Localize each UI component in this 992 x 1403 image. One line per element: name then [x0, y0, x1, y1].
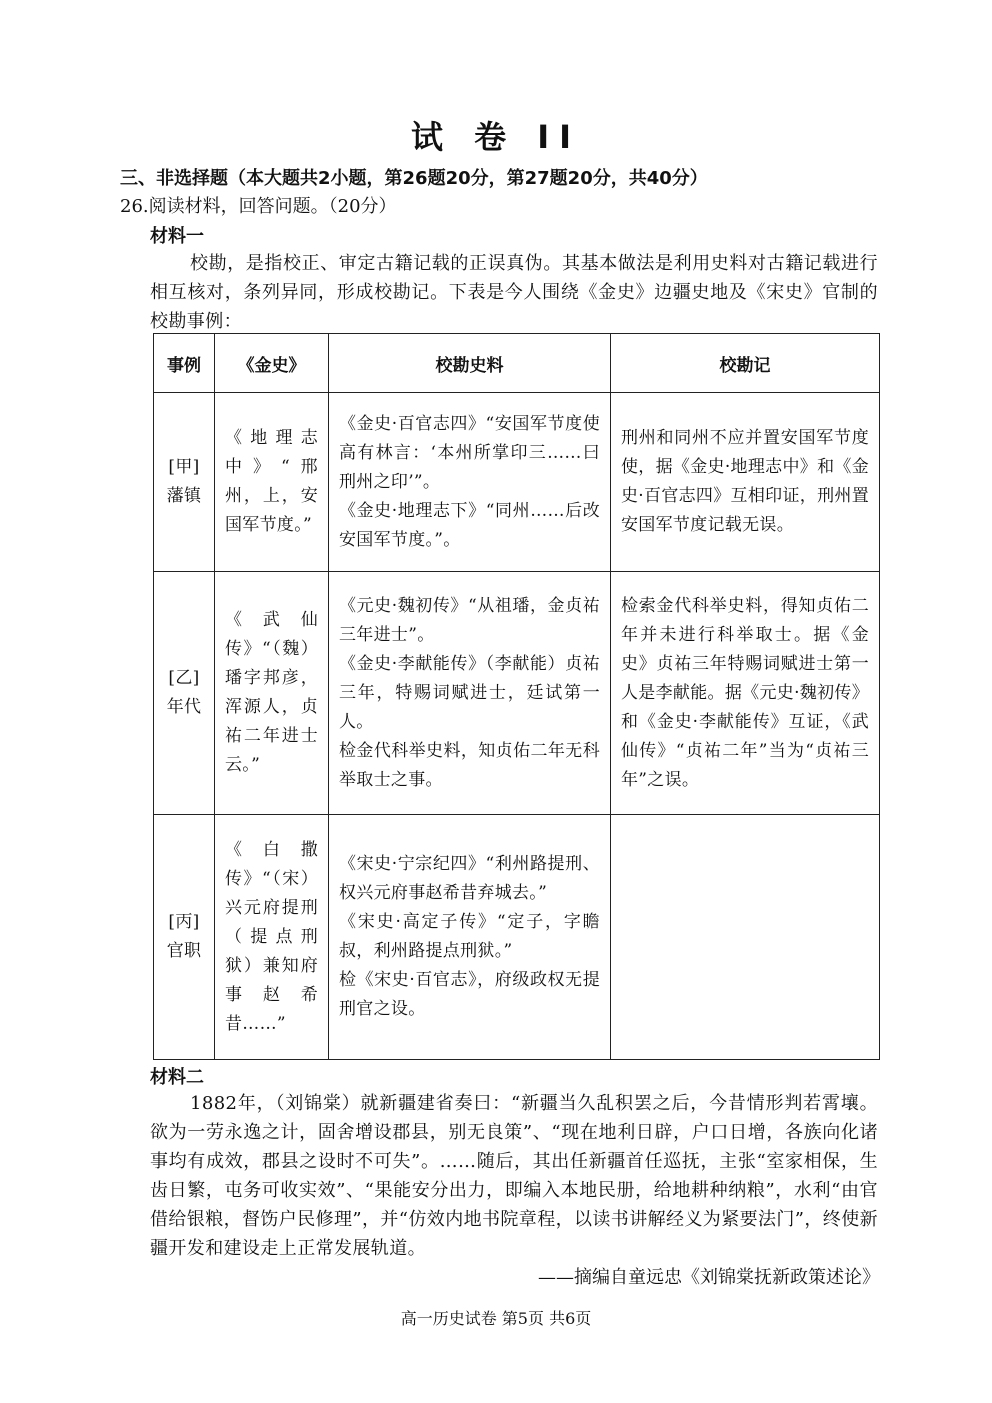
note-cell: 刑州和同州不应并置安国军节度使，据《金史·地理志中》和《金史·百官志四》互相印证，刑州置安国军节度记载无误。: [611, 393, 880, 572]
table-row: [154, 815, 880, 1060]
case-tag: [乙]: [168, 668, 200, 688]
note-cell: 检索金代科举史料，得知贞佑二年并未进行科举取士。据《金史》贞祐三年特赐词赋进士第一人是李献能。据《元史·魏初传》和《金史·李献能传》互证，《武仙传》“贞祐二年”当为“贞祐三年”之误。: [611, 572, 880, 815]
material-two-body: 1882年，（刘锦棠）就新疆建省奏曰：“新疆当久乱积罢之后，今昔情形判若霄壤。欲为一劳永逸之计，固舍增设郡县，别无良策”、“现在地利日辟，户口日增，各族向化诸事均有成效，郡县之设时不可失”。……随后，其出任新疆首任巡抚，主张“室家相保，生齿日繁，屯务可收实效”、“果能安分出力，即编入本地民册，给地耕种纳粮”，水利“由官借给银粮，督饬户民修理”，并“仿效内地书院章程，以读书讲解经义为紧要法门”，终使新疆开发和建设走上正常发展轨道。: [150, 1093, 879, 1259]
sources-cell: [329, 815, 611, 1060]
material-two-label: 材料二: [150, 1067, 204, 1088]
case-name: 藩镇: [166, 486, 202, 506]
material-one-intro: 校勘，是指校正、审定古籍记载的正误真伪。其基本做法是利用史料对古籍记载进行相互核对，条列异同，形成校勘记。下表是今人围绕《金史》边疆史地及《宋史》官制的校勘事例：: [150, 253, 878, 332]
case-name: 官职: [166, 941, 202, 961]
material-two-attribution: ——摘编自童远忠《刘锦棠抚新政策述论》: [538, 1267, 880, 1288]
header-note: 校勘记: [611, 334, 880, 393]
source-line: 《金史·李献能传》（李献能）贞祐三年，特赐词赋进士，廷试第一人。: [339, 653, 600, 732]
material-one-label: 材料一: [150, 226, 204, 247]
section-heading: 三、非选择题（本大题共2小题，第26题20分，第27题20分，共40分）: [120, 168, 708, 189]
note-cell: [611, 815, 880, 1060]
source-line: 《金史·地理志下》“同州……后改安国军节度。”。: [339, 500, 600, 550]
jinshi-cell: 《武仙传》“（魏）璠字邦彦，浑源人，贞祐二年进士云。”: [215, 572, 329, 815]
case-tag: [甲]: [168, 457, 200, 477]
source-line: 检金代科举史料，知贞佑二年无科举取士之事。: [339, 740, 600, 790]
sources-cell: [329, 572, 611, 815]
collation-table: [153, 333, 880, 1060]
question-prompt: 26.阅读材料，回答问题。（20分）: [120, 196, 397, 217]
header-jinshi: 《金史》: [215, 334, 329, 393]
jinshi-cell: 《白撒传》“（宋）兴元府提刑（提点刑狱）兼知府事赵希昔……”: [215, 815, 329, 1060]
case-name: 年代: [166, 697, 202, 717]
page-footer: 高一历史试卷 第5页 共6页: [400, 1309, 592, 1328]
case-cell: [154, 815, 215, 1060]
table-header-row: [154, 334, 880, 393]
case-cell: [154, 393, 215, 572]
page-title: 试 卷 II: [410, 118, 582, 156]
jinshi-cell: 《地理志中》“邢州，上，安国军节度。”: [215, 393, 329, 572]
source-line: 《元史·魏初传》“从祖璠，金贞祐三年进士”。: [339, 595, 600, 645]
case-tag: [丙]: [168, 912, 200, 932]
table-row: [154, 572, 880, 815]
table-row: [154, 393, 880, 572]
header-case: 事例: [154, 334, 215, 393]
case-cell: [154, 572, 215, 815]
source-line: 检《宋史·百官志》，府级政权无提刑官之设。: [339, 970, 600, 1019]
source-line: 《金史·百官志四》“安国军节度使高有林言：‘本州所掌印三……曰刑州之印’”。: [339, 413, 600, 492]
sources-cell: [329, 393, 611, 572]
header-sources: 校勘史料: [329, 334, 611, 393]
source-line: 《宋史·高定子传》“定子，字瞻叔，利州路提点刑狱。”: [339, 912, 600, 961]
source-line: 《宋史·宁宗纪四》“利州路提刑、权兴元府事赵希昔弃城去。”: [339, 854, 600, 903]
